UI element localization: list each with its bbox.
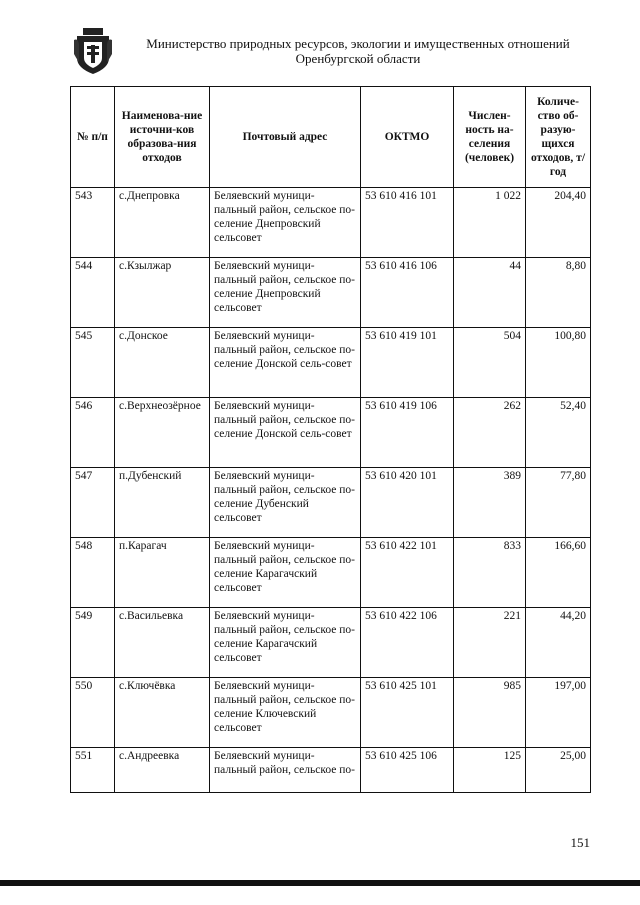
row-number: 551 <box>71 748 115 793</box>
row-number: 547 <box>71 468 115 538</box>
row-number: 545 <box>71 328 115 398</box>
row-population: 262 <box>454 398 526 468</box>
row-number: 550 <box>71 678 115 748</box>
row-population: 504 <box>454 328 526 398</box>
row-address: Беляевский муници-пальный район, сельское по- <box>210 748 361 793</box>
row-oktmo: 53 610 422 101 <box>361 538 454 608</box>
row-waste-amount: 100,80 <box>526 328 591 398</box>
row-oktmo: 53 610 420 101 <box>361 468 454 538</box>
row-source-name: с.Ключёвка <box>115 678 210 748</box>
row-address: Беляевский муници-пальный район, сельское по-селение Донской сель-совет <box>210 328 361 398</box>
row-oktmo: 53 610 416 106 <box>361 258 454 328</box>
header-oktmo: ОКТМО <box>361 87 454 188</box>
ministry-header <box>118 36 598 66</box>
header-line-2: Оренбургской области <box>295 51 421 66</box>
row-population: 125 <box>454 748 526 793</box>
row-number: 544 <box>71 258 115 328</box>
row-source-name: с.Васильевка <box>115 608 210 678</box>
row-population: 833 <box>454 538 526 608</box>
row-address: Беляевский муници-пальный район, сельское по-селение Ключевский сельсовет <box>210 678 361 748</box>
row-population: 44 <box>454 258 526 328</box>
table-row <box>71 258 591 328</box>
footer-divider <box>0 880 640 886</box>
row-address: Беляевский муници-пальный район, сельское по-селение Дубенский сельсовет <box>210 468 361 538</box>
row-number: 546 <box>71 398 115 468</box>
row-population: 221 <box>454 608 526 678</box>
table-row <box>71 678 591 748</box>
row-waste-amount: 8,80 <box>526 258 591 328</box>
table-row <box>71 188 591 258</box>
row-population: 1 022 <box>454 188 526 258</box>
table-header-row <box>71 87 591 188</box>
table-row <box>71 328 591 398</box>
header-source-name: Наименова-ние источни-ков образова-ния отходов <box>115 87 210 188</box>
row-source-name: с.Донское <box>115 328 210 398</box>
row-waste-amount: 44,20 <box>526 608 591 678</box>
row-address: Беляевский муници-пальный район, сельское по-селение Карагачский сельсовет <box>210 538 361 608</box>
row-oktmo: 53 610 419 101 <box>361 328 454 398</box>
header-waste-amount: Количе-ство об-разую-щихся отходов, т/год <box>526 87 591 188</box>
table-row <box>71 398 591 468</box>
row-oktmo: 53 610 425 101 <box>361 678 454 748</box>
row-number: 549 <box>71 608 115 678</box>
row-oktmo: 53 610 416 101 <box>361 188 454 258</box>
row-waste-amount: 25,00 <box>526 748 591 793</box>
header-population: Числен-ность на-селения (человек) <box>454 87 526 188</box>
row-waste-amount: 52,40 <box>526 398 591 468</box>
row-waste-amount: 197,00 <box>526 678 591 748</box>
row-oktmo: 53 610 419 106 <box>361 398 454 468</box>
table-row <box>71 468 591 538</box>
page-number: 151 <box>570 835 590 850</box>
header-address: Почтовый адрес <box>210 87 361 188</box>
row-address: Беляевский муници-пальный район, сельское по-селение Днепровский сельсовет <box>210 258 361 328</box>
header-number: № п/п <box>71 87 115 188</box>
row-source-name: с.Днепровка <box>115 188 210 258</box>
row-source-name: с.Андреевка <box>115 748 210 793</box>
row-address: Беляевский муници-пальный район, сельское по-селение Донской сель-совет <box>210 398 361 468</box>
row-population: 985 <box>454 678 526 748</box>
header-line-1: Министерство природных ресурсов, экологии и имущественных отношений <box>146 36 570 51</box>
table-row <box>71 748 591 793</box>
row-waste-amount: 204,40 <box>526 188 591 258</box>
coat-of-arms-icon <box>74 28 112 74</box>
row-population: 389 <box>454 468 526 538</box>
row-source-name: с.Кзылжар <box>115 258 210 328</box>
row-waste-amount: 166,60 <box>526 538 591 608</box>
row-source-name: п.Дубенский <box>115 468 210 538</box>
row-number: 543 <box>71 188 115 258</box>
table-row <box>71 538 591 608</box>
row-oktmo: 53 610 422 106 <box>361 608 454 678</box>
table-row <box>71 608 591 678</box>
row-address: Беляевский муници-пальный район, сельское по-селение Днепровский сельсовет <box>210 188 361 258</box>
row-waste-amount: 77,80 <box>526 468 591 538</box>
row-oktmo: 53 610 425 106 <box>361 748 454 793</box>
row-source-name: п.Карагач <box>115 538 210 608</box>
waste-sources-table <box>70 86 591 793</box>
row-number: 548 <box>71 538 115 608</box>
row-address: Беляевский муници-пальный район, сельское по-селение Карагачский сельсовет <box>210 608 361 678</box>
row-source-name: с.Верхнеозёрное <box>115 398 210 468</box>
